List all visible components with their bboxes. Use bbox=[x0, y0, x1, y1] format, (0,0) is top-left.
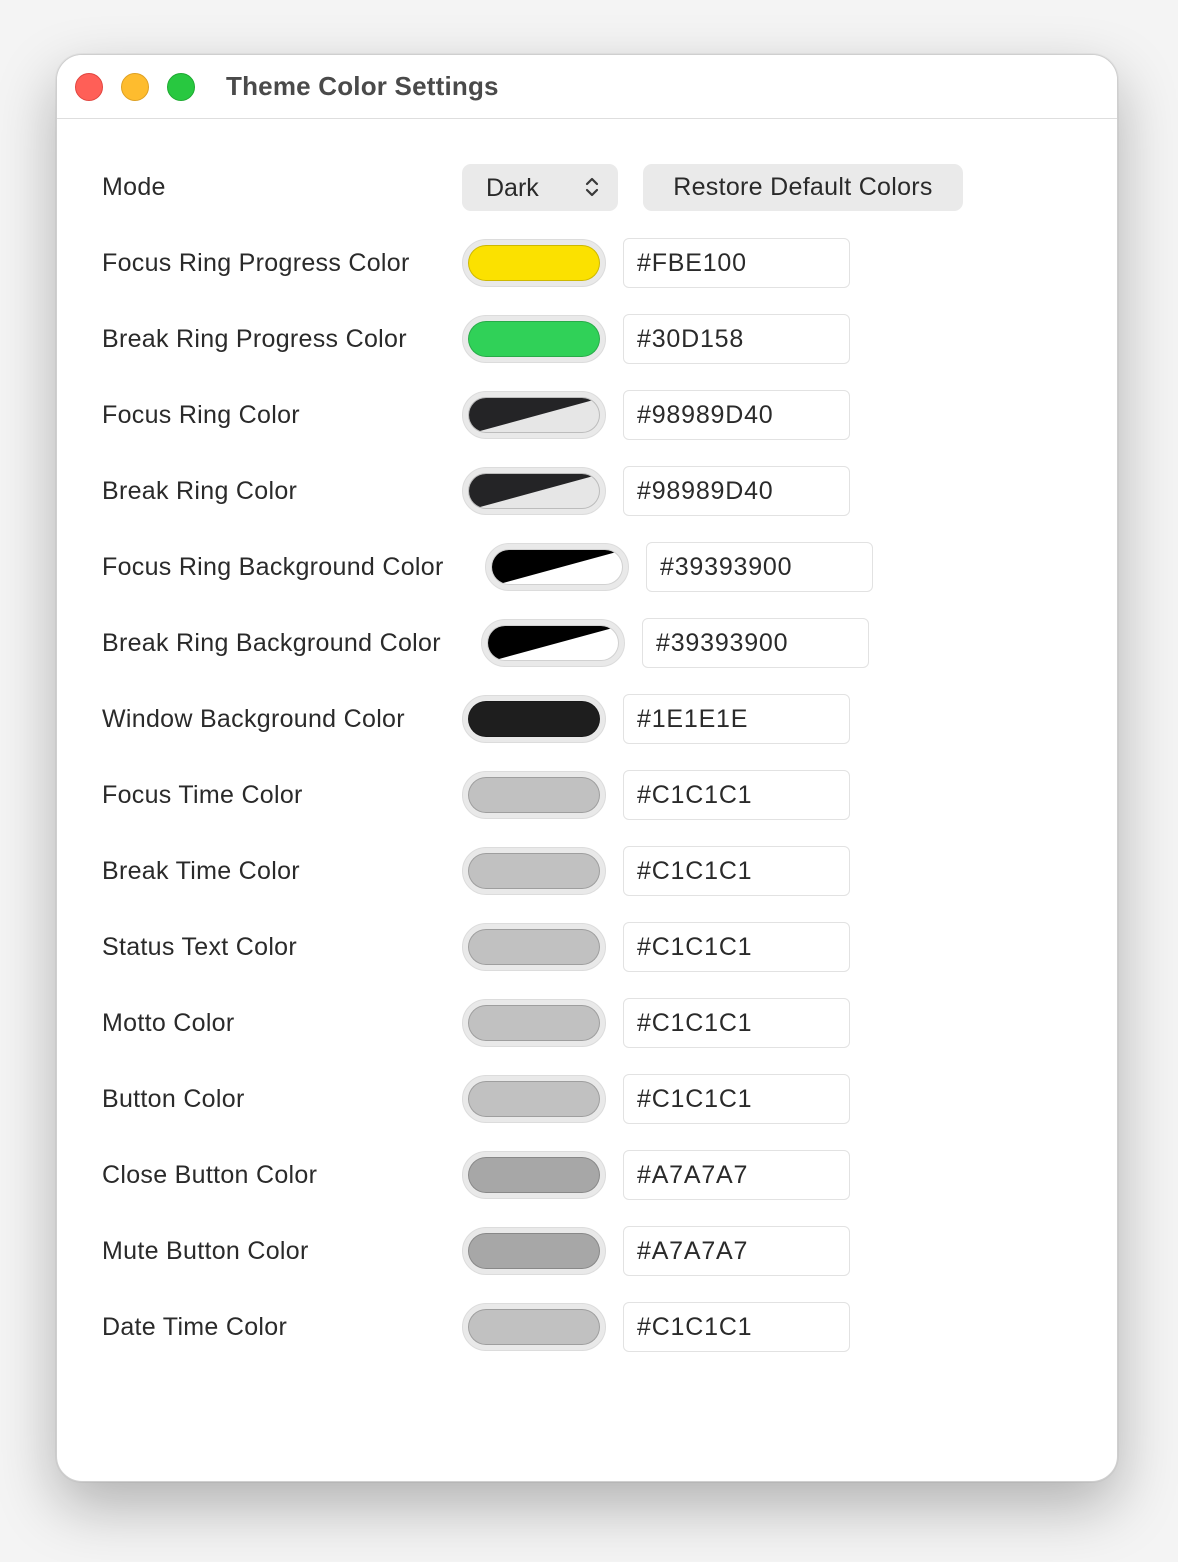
color-swatch bbox=[468, 473, 600, 509]
color-swatch bbox=[468, 1005, 600, 1041]
color-row-label: Break Ring Progress Color bbox=[102, 325, 407, 353]
color-row-label: Focus Time Color bbox=[102, 781, 303, 809]
color-row-label: Mute Button Color bbox=[102, 1237, 309, 1265]
minimize-window-button[interactable] bbox=[121, 73, 149, 101]
color-row-label: Status Text Color bbox=[102, 933, 298, 961]
color-swatch bbox=[468, 777, 600, 813]
hex-color-field[interactable] bbox=[623, 1226, 850, 1276]
color-row-label: Button Color bbox=[102, 1085, 245, 1113]
color-well[interactable] bbox=[462, 999, 606, 1047]
color-well[interactable] bbox=[462, 1151, 606, 1199]
color-well[interactable] bbox=[462, 771, 606, 819]
color-row-label: Close Button Color bbox=[102, 1161, 318, 1189]
color-swatch bbox=[468, 1309, 600, 1345]
hex-color-field[interactable] bbox=[623, 1150, 850, 1200]
mode-label: Mode bbox=[102, 173, 166, 201]
color-well[interactable] bbox=[462, 391, 606, 439]
color-swatch bbox=[487, 625, 619, 661]
color-swatch bbox=[468, 929, 600, 965]
color-row-label: Window Background Color bbox=[102, 705, 405, 733]
color-row-label: Date Time Color bbox=[102, 1313, 288, 1341]
alpha-split-icon bbox=[469, 398, 600, 433]
mode-select[interactable] bbox=[462, 164, 618, 211]
hex-color-field[interactable] bbox=[623, 390, 850, 440]
hex-color-field[interactable] bbox=[623, 238, 850, 288]
color-well[interactable] bbox=[462, 1303, 606, 1351]
hex-color-field[interactable] bbox=[642, 618, 869, 668]
color-well[interactable] bbox=[462, 847, 606, 895]
chevron-up-down-icon bbox=[584, 175, 600, 199]
color-swatch bbox=[468, 1081, 600, 1117]
color-swatch bbox=[468, 321, 600, 357]
title-bar bbox=[57, 55, 1117, 119]
color-swatch bbox=[468, 245, 600, 281]
color-well[interactable] bbox=[481, 619, 625, 667]
color-swatch bbox=[468, 397, 600, 433]
color-swatch bbox=[468, 853, 600, 889]
window-title: Theme Color Settings bbox=[226, 71, 499, 101]
color-swatch bbox=[468, 1233, 600, 1269]
hex-color-field[interactable] bbox=[623, 694, 850, 744]
close-window-button[interactable] bbox=[75, 73, 103, 101]
hex-color-field[interactable] bbox=[623, 846, 850, 896]
hex-color-field[interactable] bbox=[623, 1074, 850, 1124]
mode-select-value: Dark bbox=[486, 174, 539, 202]
color-row-label: Focus Ring Color bbox=[102, 401, 300, 429]
color-well[interactable] bbox=[462, 467, 606, 515]
color-row-label: Motto Color bbox=[102, 1009, 235, 1037]
color-row-label: Break Ring Background Color bbox=[102, 629, 441, 657]
hex-color-field[interactable] bbox=[623, 1302, 850, 1352]
color-swatch bbox=[468, 701, 600, 737]
alpha-split-icon bbox=[488, 626, 619, 661]
alpha-split-icon bbox=[492, 550, 623, 585]
color-well[interactable] bbox=[462, 695, 606, 743]
hex-color-field[interactable] bbox=[623, 998, 850, 1048]
color-swatch bbox=[491, 549, 623, 585]
color-well[interactable] bbox=[462, 923, 606, 971]
color-well[interactable] bbox=[462, 1075, 606, 1123]
color-row-label: Focus Ring Progress Color bbox=[102, 249, 410, 277]
hex-color-field[interactable] bbox=[623, 770, 850, 820]
alpha-split-icon bbox=[469, 474, 600, 509]
hex-color-field[interactable] bbox=[623, 466, 850, 516]
hex-color-field[interactable] bbox=[623, 922, 850, 972]
settings-window bbox=[56, 54, 1118, 1482]
zoom-window-button[interactable] bbox=[167, 73, 195, 101]
color-well[interactable] bbox=[462, 1227, 606, 1275]
color-row-label: Break Ring Color bbox=[102, 477, 298, 505]
color-well[interactable] bbox=[462, 315, 606, 363]
restore-default-colors-button[interactable]: Restore Default Colors bbox=[643, 164, 963, 211]
color-row-label: Break Time Color bbox=[102, 857, 300, 885]
hex-color-field[interactable] bbox=[646, 542, 873, 592]
color-swatch bbox=[468, 1157, 600, 1193]
color-well[interactable] bbox=[462, 239, 606, 287]
hex-color-field[interactable] bbox=[623, 314, 850, 364]
color-well[interactable] bbox=[485, 543, 629, 591]
color-row-label: Focus Ring Background Color bbox=[102, 553, 444, 581]
